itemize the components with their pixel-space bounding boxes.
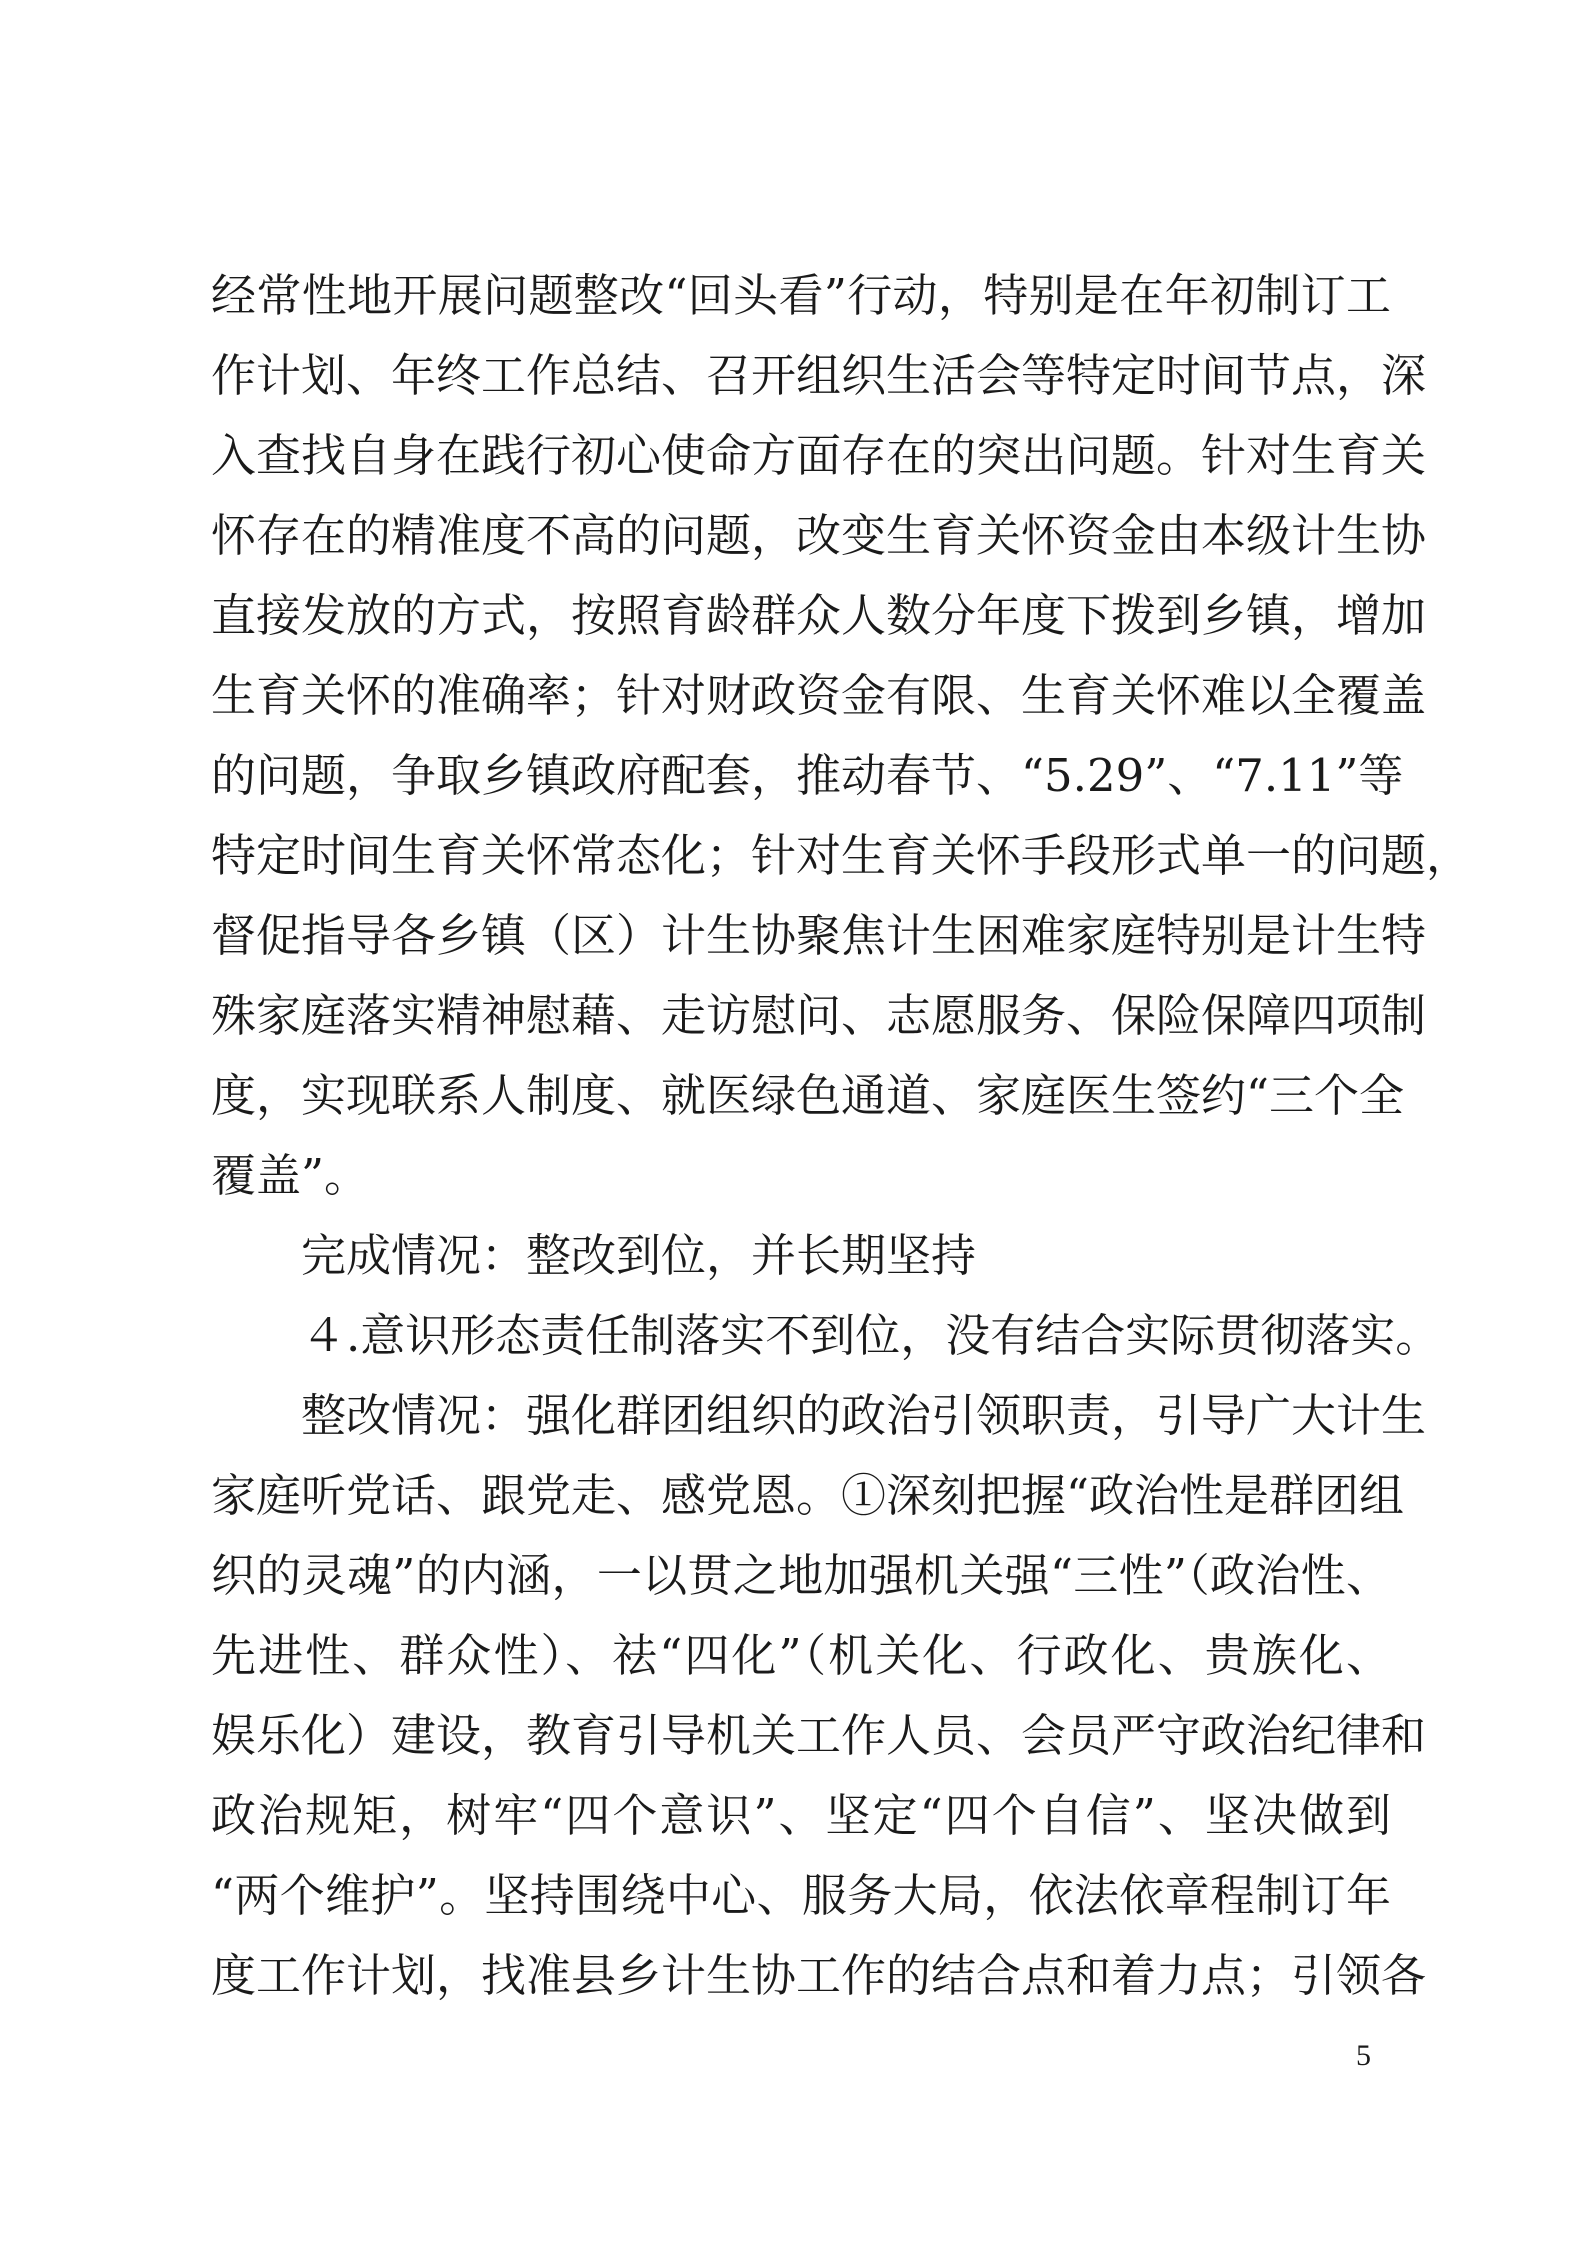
text-line: 殊家庭落实精神慰藉、走访慰问、志愿服务、保险保障四项制 [211,989,1427,1042]
text-line: 直接发放的方式，按照育龄群众人数分年度下拨到乡镇，增加 [211,589,1427,642]
paragraph-continuation [211,256,1472,1216]
page-number: 5 [1356,2039,1371,2072]
text-line: 特定时间生育关怀常态化；针对生育关怀手段形式单一的问题， [211,829,1472,882]
text-line: 先进性、群众性）、祛“四化”（机关化、行政化、贵族化、 [211,1629,1391,1682]
text-line: 怀存在的精准度不高的问题，改变生育关怀资金由本级计生协 [211,509,1427,562]
text-line: 整改情况：强化群团组织的政治引领职责，引导广大计生 [301,1389,1427,1442]
text-line: 织的灵魂”的内涵，一以贯之地加强机关强“三性”（政治性、 [211,1549,1391,1602]
text-line: 的问题，争取乡镇政府配套，推动春节、“5.29”、“7.11”等 [211,749,1404,802]
text-line: 政治规矩，树牢“四个意识”、坚定“四个自信”、坚决做到 [211,1789,1391,1842]
text-line: 生育关怀的准确率；针对财政资金有限、生育关怀难以全覆盖 [211,669,1427,722]
text-line: 入查找自身在践行初心使命方面存在的突出问题。针对生育关 [211,429,1427,482]
text-line: 督促指导各乡镇（区）计生协聚焦计生困难家庭特别是计生特 [211,909,1427,962]
text-line: 度，实现联系人制度、就医绿色通道、家庭医生签约“三个全 [211,1069,1405,1122]
text-line: 娱乐化）建设，教育引导机关工作人员、会员严守政治纪律和 [211,1709,1427,1762]
text-line: 度工作计划，找准县乡计生协工作的结合点和着力点；引领各 [211,1949,1427,2002]
text-line: “两个维护”。坚持围绕中心、服务大局，依法依章程制订年 [211,1869,1391,1922]
body-text [211,256,1472,2016]
text-line: 作计划、年终工作总结、召开组织生活会等特定时间节点，深 [211,349,1427,402]
item-4-heading: ４.意识形态责任制落实不到位，没有结合实际贯彻落实。 [301,1309,1441,1362]
paragraph-completion-status [211,1216,1391,1296]
text-line: 家庭听党话、跟党走、感党恩。①深刻把握“政治性是群团组 [211,1469,1405,1522]
text-line: 经常性地开展问题整改“回头看”行动，特别是在年初制订工 [211,269,1391,322]
paragraph-rectification [211,1376,1427,2016]
completion-status-line: 完成情况：整改到位，并长期坚持 [301,1229,977,1282]
paragraph-item-4 [211,1296,1441,1376]
text-line: 覆盖”。 [211,1149,370,1202]
